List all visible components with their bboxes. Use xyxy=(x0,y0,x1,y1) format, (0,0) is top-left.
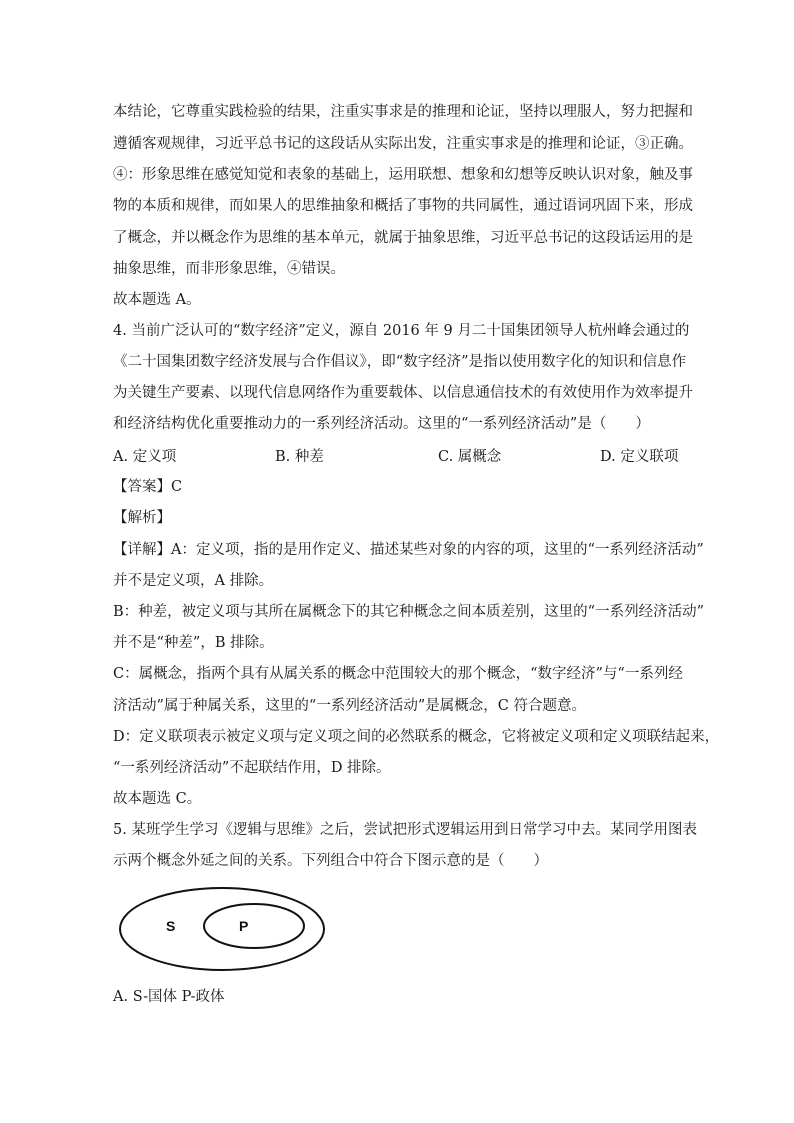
text-line: C：属概念，指两个具有从属关系的概念中范围较大的那个概念，“数字经济”与“一系列经 xyxy=(113,666,683,682)
text-line: 本结论，它尊重实践检验的结果，注重实事求是的推理和论证，坚持以理服人，努力把握和 xyxy=(113,104,693,120)
text-line: D：定义联项表示被定义项与定义项之间的必然联系的概念，它将被定义项和定义项联结起来， xyxy=(113,729,720,745)
question-4-options xyxy=(113,445,683,465)
inner-ellipse xyxy=(204,904,304,948)
analysis-heading: 【解析】 xyxy=(113,510,171,526)
text-line: 并不是定义项，A 排除。 xyxy=(113,573,274,589)
option-d: D. 定义联项 xyxy=(600,449,679,465)
outer-label: S xyxy=(166,918,176,934)
set-diagram xyxy=(116,885,328,973)
inner-label: P xyxy=(239,918,249,934)
text-line: 故本题选 A。 xyxy=(113,292,201,308)
option-a: A. 定义项 xyxy=(113,449,177,465)
question-5-line: 示两个概念外延之间的关系。下列组合中符合下图示意的是（ ） xyxy=(113,853,548,869)
question-4-line: 和经济结构优化重要推动力的一系列经济活动。这里的“一系列经济活动”是（ ） xyxy=(113,416,650,432)
text-line: 【详解】A：定义项，指的是用作定义、描述某些对象的内容的项，这里的“一系列经济活动” xyxy=(113,542,704,558)
text-line: 故本题选 C。 xyxy=(113,791,202,807)
text-line: “一系列经济活动”不起联结作用，D 排除。 xyxy=(113,760,391,776)
option-b: B. 种差 xyxy=(275,449,324,465)
text-line: 遵循客观规律，习近平总书记的这段话从实际出发，注重实事求是的推理和论证，③正确。 xyxy=(113,136,693,152)
question-5-line: 5. 某班学生学习《逻辑与思维》之后，尝试把形式逻辑运用到日常学习中去。某同学用图表 xyxy=(113,822,697,838)
text-line: 济活动”属于种属关系，这里的“一系列经济活动”是属概念，C 符合题意。 xyxy=(113,698,586,714)
text-line: 并不是“种差”，B 排除。 xyxy=(113,635,274,651)
text-line: 了概念，并以概念作为思维的基本单元，就属于抽象思维，习近平总书记的这段话运用的是 xyxy=(113,230,693,246)
text-line: 抽象思维，而非形象思维，④错误。 xyxy=(113,261,345,277)
outer-ellipse xyxy=(120,888,324,970)
question-4-line: 为关键生产要素、以现代信息网络作为重要载体、以信息通信技术的有效使用作为效率提升 xyxy=(113,385,693,401)
text-line: ④：形象思维在感觉知觉和表象的基础上，运用联想、想象和幻想等反映认识对象，触及事 xyxy=(113,167,693,183)
question-5-option-a: A. S-国体 P-政体 xyxy=(113,989,225,1005)
question-4-line: 《二十国集团数字经济发展与合作倡议》，即“数字经济”是指以使用数字化的知识和信息作 xyxy=(113,354,687,370)
text-line: 物的本质和规律，而如果人的思维抽象和概括了事物的共同属性，通过语词巩固下来，形成 xyxy=(113,198,693,214)
option-c: C. 属概念 xyxy=(438,449,502,465)
question-4-line: 4. 当前广泛认可的“数字经济”定义，源自 2016 年 9 月二十国集团领导人杭州峰会通过的 xyxy=(113,323,690,339)
answer-line: 【答案】C xyxy=(113,479,183,495)
text-line: B：种差，被定义项与其所在属概念下的其它种概念之间本质差别，这里的“一系列经济活动” xyxy=(113,604,704,620)
